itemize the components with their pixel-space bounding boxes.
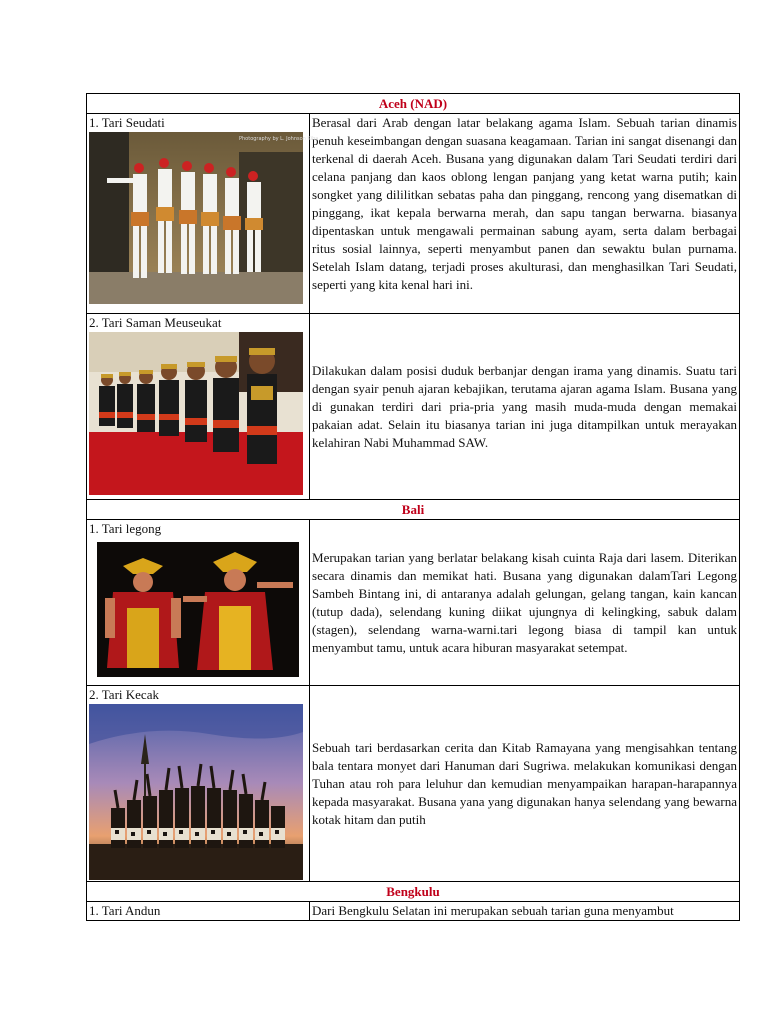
dance-description: Sebuah tari berdasarkan cerita dan Kitab Ramayana yang mengisahkan tentang bala tentara monyet dari Hanuman dari Sugriwa. melakukan komunikasi dengan Tuhan atau roh para leluhur dan kemudian menyampaikan harapan-harapannya kepada masyarakat. Busana yana yang digunakan hanya selendang yang bewarna kotak hitam dan putih: [312, 739, 737, 827]
dance-description: Merupakan tarian yang berlatar belakang kisah cuinta Raja dari lasem. Diterikan secara dinamis dan memikat hati. Busana yang digunakan dalamTari Legong Sambeh Bintang ini, di antaranya adalah gelungan, gelang tangan, kain kancan (tutup dada), selendang kuning diikat ujungnya di kelingking, sabuk dalam (stagen), selendang warna-warni.tari legong biasa di tampil kan untuk menyambut tamu, untuk acara hiburan masyarakat setempat.: [312, 549, 737, 655]
description-cell: [310, 314, 740, 500]
section-header-aceh: [87, 94, 740, 114]
photo-watermark: Photography by L. Johnson Kiba: [239, 136, 319, 142]
dance-cell: [87, 114, 319, 314]
dance-table: [86, 93, 740, 921]
dance-cell: [87, 902, 310, 921]
dance-title: 1. Tari Seudati: [89, 115, 165, 130]
dance-title: 2. Tari Kecak: [89, 687, 159, 702]
table-row: [87, 520, 740, 686]
kecak-photo: [89, 704, 303, 880]
dance-cell: [87, 520, 310, 686]
description-cell: [310, 114, 740, 314]
saman-photo: [89, 332, 303, 495]
dance-title: 1. Tari Andun: [89, 903, 161, 918]
dance-cell: [87, 686, 310, 882]
section-title: Bengkulu: [87, 882, 740, 902]
description-cell: [310, 902, 740, 921]
description-cell: [310, 520, 740, 686]
seudati-photo: [89, 132, 319, 304]
dance-cell: [87, 314, 310, 500]
legong-photo: [93, 538, 307, 681]
section-header-bengkulu: [87, 882, 740, 902]
dance-title: 1. Tari legong: [89, 521, 162, 536]
table-row: [87, 686, 740, 882]
table-row: [87, 114, 740, 314]
dance-description: Dilakukan dalam posisi duduk berbanjar dengan irama yang dinamis. Suatu tari dengan syair penuh ajaran kebajikan, terutama ajaran agama Islam. Busana yang di gunakan terdiri dari pria-pria yang masih muda-muda dengan memakai pakaian adat. Selain itu biasanya tarian ini juga ditampilkan untuk merayakan kelahiran Nabi Muhammad SAW.: [312, 362, 737, 450]
dance-title: 2. Tari Saman Meuseukat: [89, 315, 222, 330]
dance-description: Dari Bengkulu Selatan ini merupakan sebuah tarian guna menyambut: [312, 903, 674, 918]
section-title: Bali: [87, 500, 740, 520]
section-header-bali: [87, 500, 740, 520]
dance-description: Berasal dari Arab dengan latar belakang agama Islam. Sebuah tarian dinamis penuh keseimbangan dengan suasana keagamaan. Tarian ini sangat disenangi dan terkenal di daerah Aceh. Busana yang digunakan dalam Tari Seudati terdiri dari celana panjang dan kaos oblong lengan panjang yang ketat warna putih; kain songket yang dililitkan sebatas paha dan pinggang, rencong yang disematkan di pinggang, ikat kepala berwarna merah, dan sapu tangan berwarna. biasanya dipentaskan untuk mengawali permainan sabung ayam, serta dalam berbagai ritus sosial lainnya, seperti menyambut panen dan sewaktu bulan purnama. Setelah Islam datang, terjadi proses akulturasi, dan menghasilkan Tari Seudati, seperti yang kita kenal hari ini.: [312, 115, 737, 292]
section-title: Aceh (NAD): [87, 94, 740, 114]
table-row: [87, 902, 740, 921]
description-cell: [310, 686, 740, 882]
table-row: [87, 314, 740, 500]
